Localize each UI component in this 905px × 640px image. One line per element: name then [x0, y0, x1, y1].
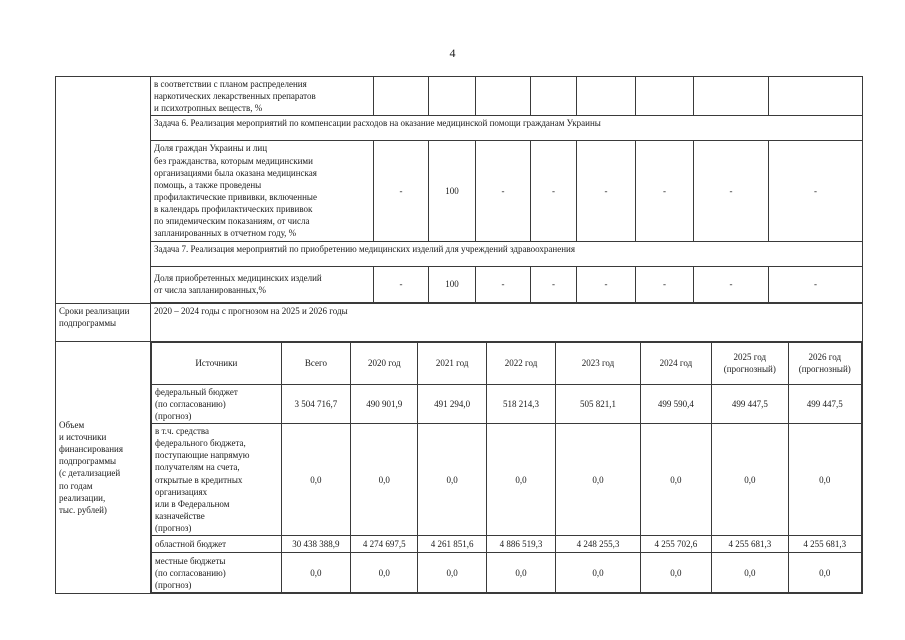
financing-header-row	[152, 342, 862, 384]
value-cell	[476, 77, 531, 116]
terms-label: Сроки реализации подпрограммы	[56, 303, 151, 341]
value-cell: 100	[429, 141, 476, 241]
page-number: 4	[449, 46, 456, 60]
left-label-empty	[56, 77, 151, 304]
value-cell: 499 447,5	[788, 384, 861, 423]
indicator-label: в соответствии с планом распределения наркотических лекарственных препаратов и психотропных веществ, %	[151, 77, 374, 116]
value-cell: 491 294,0	[418, 384, 486, 423]
value-cell: 518 214,3	[486, 384, 555, 423]
value-cell: -	[531, 141, 577, 241]
value-cell: -	[769, 266, 863, 302]
value-cell: -	[374, 266, 429, 302]
value-cell: 4 274 697,5	[351, 536, 418, 553]
value-cell: 0,0	[712, 423, 788, 535]
header-cell: 2025 год (прогнозный)	[712, 342, 788, 384]
value-cell: -	[694, 141, 769, 241]
value-cell: 499 447,5	[712, 384, 788, 423]
financing-row	[56, 341, 863, 594]
value-cell: 4 255 681,3	[712, 536, 788, 553]
value-cell: 0,0	[486, 553, 555, 593]
source-cell: федеральный бюджет (по согласованию) (прогноз)	[152, 384, 282, 423]
value-cell: 100	[429, 266, 476, 302]
passport-table	[55, 76, 863, 594]
indicator-row	[56, 141, 863, 241]
value-cell: 0,0	[351, 553, 418, 593]
source-cell: в т.ч. средства федерального бюджета, поступающие напрямую получателям на счета, открытые в кредитных организациях или в Федеральном казначействе (прогноз)	[152, 423, 282, 535]
header-cell: Источники	[152, 342, 282, 384]
value-cell: -	[577, 141, 636, 241]
value-cell: 0,0	[640, 553, 711, 593]
task-6-heading: Задача 6. Реализация мероприятий по компенсации расходов на оказание медицинской помощи гражданам Украины	[151, 116, 863, 141]
terms-row	[56, 303, 863, 341]
value-cell	[694, 77, 769, 116]
value-cell: 490 901,9	[351, 384, 418, 423]
value-cell: 499 590,4	[640, 384, 711, 423]
value-cell: 4 261 851,6	[418, 536, 486, 553]
value-cell: 0,0	[418, 423, 486, 535]
task-row	[56, 241, 863, 266]
value-cell: -	[694, 266, 769, 302]
indicator-label: Доля граждан Украины и лиц без гражданства, которым медицинскими организациями была оказана медицинская помощь, а также проведены профилактические прививки, включенные в календарь профилактических прививок по эпидемическим показаниям, от числа запланированных в отчетном году, %	[151, 141, 374, 241]
value-cell: 0,0	[712, 553, 788, 593]
value-cell	[577, 77, 636, 116]
value-cell	[429, 77, 476, 116]
value-cell: -	[531, 266, 577, 302]
value-cell: 4 886 519,3	[486, 536, 555, 553]
value-cell: -	[636, 266, 694, 302]
table-row	[152, 553, 862, 593]
financing-cell	[151, 341, 863, 594]
value-cell: 0,0	[281, 553, 350, 593]
source-cell: местные бюджеты (по согласованию) (прогноз)	[152, 553, 282, 593]
value-cell: -	[636, 141, 694, 241]
header-cell: 2020 год	[351, 342, 418, 384]
table-row	[152, 384, 862, 423]
header-cell: 2024 год	[640, 342, 711, 384]
task-7-heading: Задача 7. Реализация мероприятий по приобретению медицинских изделий для учреждений здравоохранения	[151, 241, 863, 266]
value-cell: 3 504 716,7	[281, 384, 350, 423]
value-cell: 30 438 388,9	[281, 536, 350, 553]
value-cell: -	[476, 141, 531, 241]
value-cell	[769, 77, 863, 116]
value-cell: 0,0	[556, 423, 640, 535]
value-cell: 0,0	[788, 423, 861, 535]
header-cell: 2022 год	[486, 342, 555, 384]
source-cell: областной бюджет	[152, 536, 282, 553]
value-cell	[531, 77, 577, 116]
value-cell: 0,0	[351, 423, 418, 535]
header-cell: 2021 год	[418, 342, 486, 384]
value-cell: 0,0	[556, 553, 640, 593]
value-cell: 0,0	[640, 423, 711, 535]
value-cell: 0,0	[486, 423, 555, 535]
task-row	[56, 116, 863, 141]
table-row	[152, 423, 862, 535]
value-cell: 0,0	[281, 423, 350, 535]
value-cell: -	[577, 266, 636, 302]
header-cell: 2026 год (прогнозный)	[788, 342, 861, 384]
value-cell: 4 255 702,6	[640, 536, 711, 553]
value-cell: -	[374, 141, 429, 241]
header-cell: 2023 год	[556, 342, 640, 384]
indicator-row	[56, 266, 863, 302]
indicator-row	[56, 77, 863, 116]
value-cell: 4 255 681,3	[788, 536, 861, 553]
value-cell	[374, 77, 429, 116]
value-cell: 0,0	[418, 553, 486, 593]
value-cell: 0,0	[788, 553, 861, 593]
table-row	[152, 536, 862, 553]
value-cell: -	[476, 266, 531, 302]
value-cell: 4 248 255,3	[556, 536, 640, 553]
value-cell: 505 821,1	[556, 384, 640, 423]
financing-label: Объем и источники финансирования подпрограммы (с детализацией по годам реализации, тыс. рублей)	[56, 341, 151, 594]
value-cell	[636, 77, 694, 116]
terms-value: 2020 – 2024 годы с прогнозом на 2025 и 2026 годы	[151, 303, 863, 341]
value-cell: -	[769, 141, 863, 241]
financing-table	[151, 342, 862, 594]
header-cell: Всего	[281, 342, 350, 384]
indicator-label: Доля приобретенных медицинских изделий от числа запланированных,%	[151, 266, 374, 302]
